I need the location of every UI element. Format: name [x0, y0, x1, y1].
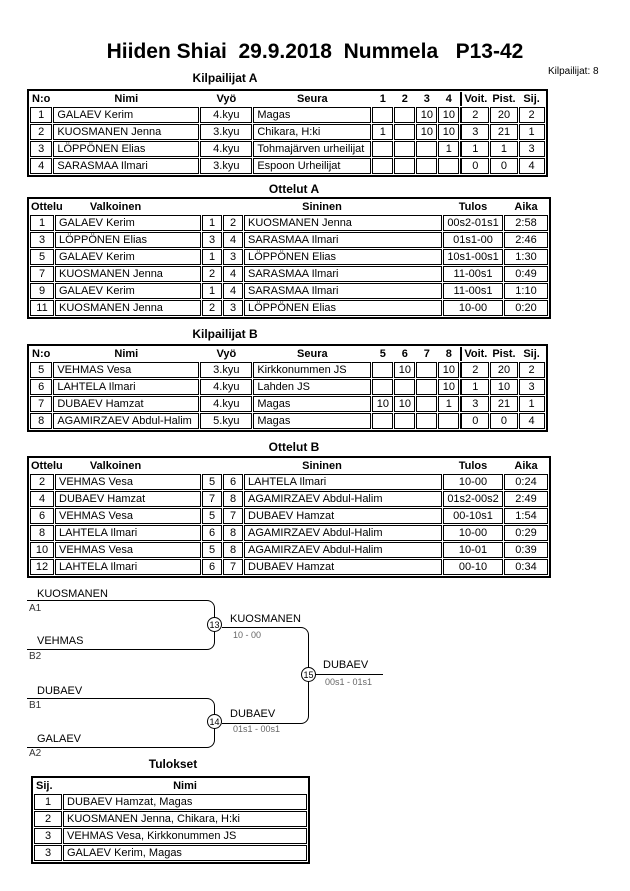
- column-header: Sij.: [523, 348, 540, 360]
- table-cell: 7: [30, 266, 54, 282]
- table-cell: 8: [223, 542, 243, 558]
- table-cell: GALAEV Kerim: [53, 107, 199, 123]
- table-cell: 0:29: [504, 525, 548, 541]
- table-cell: 5: [202, 474, 222, 490]
- table-ottelut-a: [27, 197, 551, 319]
- table-row: [30, 141, 545, 157]
- table-cell: 0:24: [504, 474, 548, 490]
- table-cell: AGAMIRZAEV Abdul-Halim: [244, 491, 442, 507]
- table-cell: 2:58: [504, 215, 548, 231]
- table-cell: VEHMAS Vesa, Kirkkonummen JS: [63, 828, 307, 844]
- table-cell: 20: [490, 107, 517, 123]
- table-cell: 2: [30, 474, 54, 490]
- table-cell: 3: [30, 232, 54, 248]
- table-cell: 10: [416, 107, 437, 123]
- column-header: Tulos: [458, 460, 488, 472]
- table-cell: KUOSMANEN Jenna: [55, 266, 201, 282]
- column-header: Aika: [514, 460, 538, 472]
- table-cell: 6: [202, 525, 222, 541]
- table-cell: [372, 107, 393, 123]
- table-cell: [372, 362, 393, 378]
- column-header: Pist.: [492, 93, 516, 105]
- column-header: Tulos: [458, 201, 488, 213]
- table-cell: DUBAEV Hamzat: [53, 396, 199, 412]
- table-cell: 10-00: [443, 474, 503, 490]
- table-cell: 1: [519, 124, 545, 140]
- table-cell: LÖPPÖNEN Elias: [244, 300, 442, 316]
- column-header: 5: [379, 348, 386, 360]
- table-cell: 4: [519, 413, 545, 429]
- table-cell: 01s2-00s2: [443, 491, 503, 507]
- table-cell: 5: [202, 542, 222, 558]
- column-header: Nimi: [114, 348, 139, 360]
- table-cell: 0:39: [504, 542, 548, 558]
- table-cell: VEHMAS Vesa: [55, 508, 201, 524]
- table-cell: LÖPPÖNEN Elias: [53, 141, 199, 157]
- table-cell: 3: [223, 300, 243, 316]
- table-row: [30, 379, 545, 395]
- table-cell: 21: [490, 124, 517, 140]
- table-cell: 00-10s1: [443, 508, 503, 524]
- bracket-seed-label: B1: [29, 700, 42, 711]
- table-cell: 10: [438, 107, 459, 123]
- table-cell: 6: [223, 474, 243, 490]
- table-cell: [372, 379, 393, 395]
- table-cell: [416, 362, 437, 378]
- table-row: [30, 266, 548, 282]
- table-cell: 4.kyu: [200, 396, 252, 412]
- table-cell: 3: [30, 141, 52, 157]
- table-cell: [372, 413, 393, 429]
- column-header: 2: [401, 93, 408, 105]
- table-cell: 10: [438, 362, 459, 378]
- table-cell: SARASMAA Ilmari: [53, 158, 199, 174]
- column-header: Nimi: [114, 93, 139, 105]
- section-title-kilpailijat-a: Kilpailijat A: [192, 71, 258, 85]
- table-cell: 1: [202, 249, 222, 265]
- table-row: [30, 559, 548, 575]
- table-cell: VEHMAS Vesa: [53, 362, 199, 378]
- table-cell: Magas: [253, 413, 371, 429]
- table-cell: 01s1-00: [443, 232, 503, 248]
- bracket-match-score: 00s1 - 01s1: [325, 677, 373, 687]
- table-cell: 0:34: [504, 559, 548, 575]
- table-cell: 12: [30, 559, 54, 575]
- column-header: Nimi: [173, 780, 197, 792]
- table-kilpailijat-a: [27, 89, 548, 177]
- table-cell: [416, 413, 437, 429]
- bracket-entrant-name: GALAEV: [37, 733, 82, 745]
- table-cell: [372, 141, 393, 157]
- table-cell: SARASMAA Ilmari: [244, 232, 442, 248]
- table-cell: 2: [460, 362, 489, 378]
- table-cell: 1: [34, 794, 62, 810]
- table-cell: GALAEV Kerim: [55, 215, 201, 231]
- table-cell: 1:54: [504, 508, 548, 524]
- table-cell: 10-00: [443, 525, 503, 541]
- table-cell: 2: [202, 266, 222, 282]
- table-row: [30, 158, 545, 174]
- table-cell: [394, 107, 415, 123]
- table-cell: LAHTELA Ilmari: [244, 474, 442, 490]
- table-cell: 4.kyu: [200, 107, 252, 123]
- table-cell: 3: [519, 141, 545, 157]
- table-row: [30, 413, 545, 429]
- table-cell: 2: [460, 107, 489, 123]
- table-cell: 6: [30, 379, 52, 395]
- table-cell: DUBAEV Hamzat: [244, 559, 442, 575]
- bracket-seed-label: B2: [29, 651, 42, 662]
- table-row: [30, 107, 545, 123]
- table-cell: 7: [202, 491, 222, 507]
- table-cell: 4: [223, 283, 243, 299]
- table-header-row: [30, 200, 548, 214]
- bracket-entrant-name: VEHMAS: [37, 635, 84, 647]
- table-cell: [372, 158, 393, 174]
- table-cell: 2: [202, 300, 222, 316]
- table-cell: Tohmajärven urheilijat: [253, 141, 371, 157]
- table-row: [34, 828, 307, 844]
- table-ottelut-b: [27, 456, 551, 578]
- bracket-match-number: 14: [207, 714, 222, 729]
- table-row: [30, 283, 548, 299]
- bracket-match-number: 15: [301, 667, 316, 682]
- bracket-winner-name: DUBAEV: [230, 708, 276, 720]
- table-cell: 10: [490, 379, 517, 395]
- bracket-match-score: 01s1 - 00s1: [233, 724, 281, 734]
- table-cell: 7: [223, 508, 243, 524]
- table-cell: 1: [519, 396, 545, 412]
- table-cell: 2: [519, 107, 545, 123]
- table-cell: 4: [223, 232, 243, 248]
- column-header: Ottelu: [31, 460, 63, 472]
- table-cell: 2: [34, 811, 62, 827]
- table-cell: 4: [223, 266, 243, 282]
- table-row: [34, 845, 307, 861]
- table-row: [30, 508, 548, 524]
- table-cell: [416, 396, 437, 412]
- table-header-row: [30, 459, 548, 473]
- table-cell: Magas: [253, 396, 371, 412]
- table-cell: 11-00s1: [443, 266, 503, 282]
- bracket-connector: [222, 627, 309, 724]
- table-cell: 8: [30, 413, 52, 429]
- table-cell: 10: [416, 124, 437, 140]
- table-cell: 10: [438, 124, 459, 140]
- table-cell: VEHMAS Vesa: [55, 542, 201, 558]
- column-header: Sij.: [36, 780, 53, 792]
- table-cell: 11: [30, 300, 54, 316]
- table-row: [30, 474, 548, 490]
- table-cell: 4: [519, 158, 545, 174]
- table-cell: KUOSMANEN Jenna: [55, 300, 201, 316]
- bracket-entrant-name: DUBAEV: [37, 685, 83, 697]
- table-header-row: [30, 347, 545, 361]
- column-header: Voit.: [460, 92, 489, 106]
- table-cell: 1: [372, 124, 393, 140]
- table-cell: GALAEV Kerim, Magas: [63, 845, 307, 861]
- table-row: [30, 215, 548, 231]
- table-cell: [416, 158, 437, 174]
- table-cell: 21: [490, 396, 517, 412]
- column-header: Valkoinen: [89, 201, 142, 213]
- table-cell: 10: [394, 396, 415, 412]
- table-row: [30, 232, 548, 248]
- table-cell: 3: [460, 396, 489, 412]
- table-cell: Kirkkonummen JS: [253, 362, 371, 378]
- column-header: Seura: [297, 348, 328, 360]
- table-cell: 2:46: [504, 232, 548, 248]
- bracket-seed-label: A1: [29, 603, 42, 614]
- table-row: [30, 396, 545, 412]
- table-cell: 5: [30, 249, 54, 265]
- table-cell: 11-00s1: [443, 283, 503, 299]
- table-kilpailijat-b: [27, 344, 548, 432]
- column-header-group: [30, 459, 201, 473]
- column-header: 1: [379, 93, 386, 105]
- table-cell: 10: [30, 542, 54, 558]
- table-cell: 9: [30, 283, 54, 299]
- table-cell: SARASMAA Ilmari: [244, 266, 442, 282]
- column-header: Sininen: [302, 460, 342, 472]
- table-cell: 10-00: [443, 300, 503, 316]
- column-header: Sininen: [302, 201, 342, 213]
- table-cell: 8: [223, 525, 243, 541]
- column-header: N:o: [32, 93, 51, 105]
- table-cell: [438, 413, 459, 429]
- bracket-seed-label: A2: [29, 748, 42, 759]
- table-row: [30, 362, 545, 378]
- table-cell: 4.kyu: [200, 379, 252, 395]
- table-cell: DUBAEV Hamzat: [244, 508, 442, 524]
- table-row: [34, 794, 307, 810]
- table-cell: 10-01: [443, 542, 503, 558]
- column-header: Aika: [514, 201, 538, 213]
- table-cell: LAHTELA Ilmari: [55, 525, 201, 541]
- table-cell: 7: [30, 396, 52, 412]
- table-cell: Lahden JS: [253, 379, 371, 395]
- table-row: [30, 124, 545, 140]
- participants-count: Kilpailijat: 8: [548, 66, 599, 77]
- column-header: 7: [423, 348, 430, 360]
- table-cell: [394, 379, 415, 395]
- table-cell: GALAEV Kerim: [55, 283, 201, 299]
- table-cell: 3: [519, 379, 545, 395]
- table-cell: 00s2-01s1: [443, 215, 503, 231]
- table-cell: 8: [30, 525, 54, 541]
- table-cell: 3: [34, 828, 62, 844]
- table-cell: 1: [202, 215, 222, 231]
- table-header-row: [30, 92, 545, 106]
- column-header: Valkoinen: [89, 460, 142, 472]
- table-cell: LÖPPÖNEN Elias: [55, 232, 201, 248]
- table-tulokset: [31, 776, 310, 864]
- column-header: Ottelu: [31, 201, 63, 213]
- table-cell: 3: [34, 845, 62, 861]
- table-cell: 0: [460, 158, 489, 174]
- bracket-match-number: 13: [207, 617, 222, 632]
- column-header: Vyö: [216, 348, 237, 360]
- column-header: Vyö: [216, 93, 237, 105]
- table-cell: AGAMIRZAEV Abdul-Halim: [53, 413, 199, 429]
- table-cell: 1: [460, 379, 489, 395]
- table-cell: 3.kyu: [200, 158, 252, 174]
- table-cell: KUOSMANEN Jenna, Chikara, H:ki: [63, 811, 307, 827]
- table-cell: 3.kyu: [200, 362, 252, 378]
- table-cell: LAHTELA Ilmari: [53, 379, 199, 395]
- table-cell: 00-10: [443, 559, 503, 575]
- table-cell: 6: [30, 508, 54, 524]
- table-cell: 10: [438, 379, 459, 395]
- table-row: [30, 300, 548, 316]
- table-cell: 3.kyu: [200, 124, 252, 140]
- table-cell: GALAEV Kerim: [55, 249, 201, 265]
- table-cell: 10: [394, 362, 415, 378]
- section-title-kilpailijat-b: Kilpailijat B: [192, 327, 258, 341]
- table-cell: [394, 141, 415, 157]
- bracket-winner-name: KUOSMANEN: [230, 613, 301, 625]
- table-cell: VEHMAS Vesa: [55, 474, 201, 490]
- table-cell: 0: [490, 158, 517, 174]
- table-cell: [416, 141, 437, 157]
- table-cell: 1:10: [504, 283, 548, 299]
- table-header-row: [34, 779, 307, 793]
- column-header: N:o: [32, 348, 51, 360]
- section-title-ottelut-a: Ottelut A: [268, 182, 320, 196]
- column-header: 8: [445, 348, 452, 360]
- table-cell: AGAMIRZAEV Abdul-Halim: [244, 525, 442, 541]
- column-header: Seura: [297, 93, 328, 105]
- table-cell: 5: [30, 362, 52, 378]
- table-cell: 3: [202, 232, 222, 248]
- column-header: Voit.: [460, 347, 489, 361]
- table-cell: 1: [30, 215, 54, 231]
- table-cell: 2:49: [504, 491, 548, 507]
- table-cell: 3: [460, 124, 489, 140]
- table-cell: 2: [223, 215, 243, 231]
- bracket-match-score: 10 - 00: [233, 630, 262, 640]
- table-cell: 10s1-00s1: [443, 249, 503, 265]
- table-cell: Espoon Urheilijat: [253, 158, 371, 174]
- column-header: 4: [445, 93, 452, 105]
- table-cell: LAHTELA Ilmari: [55, 559, 201, 575]
- column-header: Pist.: [492, 348, 516, 360]
- table-row: [34, 811, 307, 827]
- table-cell: 1:30: [504, 249, 548, 265]
- table-cell: [416, 379, 437, 395]
- table-cell: 2: [30, 124, 52, 140]
- table-cell: [394, 413, 415, 429]
- table-cell: 5.kyu: [200, 413, 252, 429]
- table-cell: 20: [490, 362, 517, 378]
- table-cell: 8: [223, 491, 243, 507]
- table-cell: AGAMIRZAEV Abdul-Halim: [244, 542, 442, 558]
- table-cell: 0: [490, 413, 517, 429]
- table-cell: 1: [438, 396, 459, 412]
- table-cell: LÖPPÖNEN Elias: [244, 249, 442, 265]
- table-cell: DUBAEV Hamzat: [55, 491, 201, 507]
- table-cell: 5: [202, 508, 222, 524]
- table-cell: Magas: [253, 107, 371, 123]
- section-title-tulokset: Tulokset: [148, 757, 198, 771]
- table-cell: KUOSMANEN Jenna: [244, 215, 442, 231]
- table-cell: Chikara, H:ki: [253, 124, 371, 140]
- table-cell: SARASMAA Ilmari: [244, 283, 442, 299]
- table-cell: 10: [372, 396, 393, 412]
- table-cell: 7: [223, 559, 243, 575]
- section-title-ottelut-b: Ottelut B: [268, 440, 320, 454]
- table-cell: 1: [460, 141, 489, 157]
- table-cell: KUOSMANEN Jenna: [53, 124, 199, 140]
- table-cell: DUBAEV Hamzat, Magas: [63, 794, 307, 810]
- table-row: [30, 542, 548, 558]
- table-cell: 4: [30, 491, 54, 507]
- table-cell: [394, 124, 415, 140]
- table-cell: 1: [30, 107, 52, 123]
- table-row: [30, 491, 548, 507]
- table-cell: 0:20: [504, 300, 548, 316]
- column-header: 6: [401, 348, 408, 360]
- table-row: [30, 525, 548, 541]
- table-cell: 2: [519, 362, 545, 378]
- bracket-winner-name: DUBAEV: [323, 659, 369, 671]
- table-row: [30, 249, 548, 265]
- table-cell: [438, 158, 459, 174]
- table-cell: 4: [30, 158, 52, 174]
- table-cell: 0:49: [504, 266, 548, 282]
- table-cell: 6: [202, 559, 222, 575]
- column-header: 3: [423, 93, 430, 105]
- bracket-entrant-name: KUOSMANEN: [37, 588, 108, 600]
- page-title: Hiiden Shiai 29.9.2018 Nummela P13-42: [106, 40, 524, 63]
- table-cell: 0: [460, 413, 489, 429]
- table-cell: [394, 158, 415, 174]
- table-cell: 4.kyu: [200, 141, 252, 157]
- table-cell: 1: [202, 283, 222, 299]
- table-cell: 1: [438, 141, 459, 157]
- column-header-group: [30, 200, 201, 214]
- column-header: Sij.: [523, 93, 540, 105]
- table-cell: 3: [223, 249, 243, 265]
- table-cell: 1: [490, 141, 517, 157]
